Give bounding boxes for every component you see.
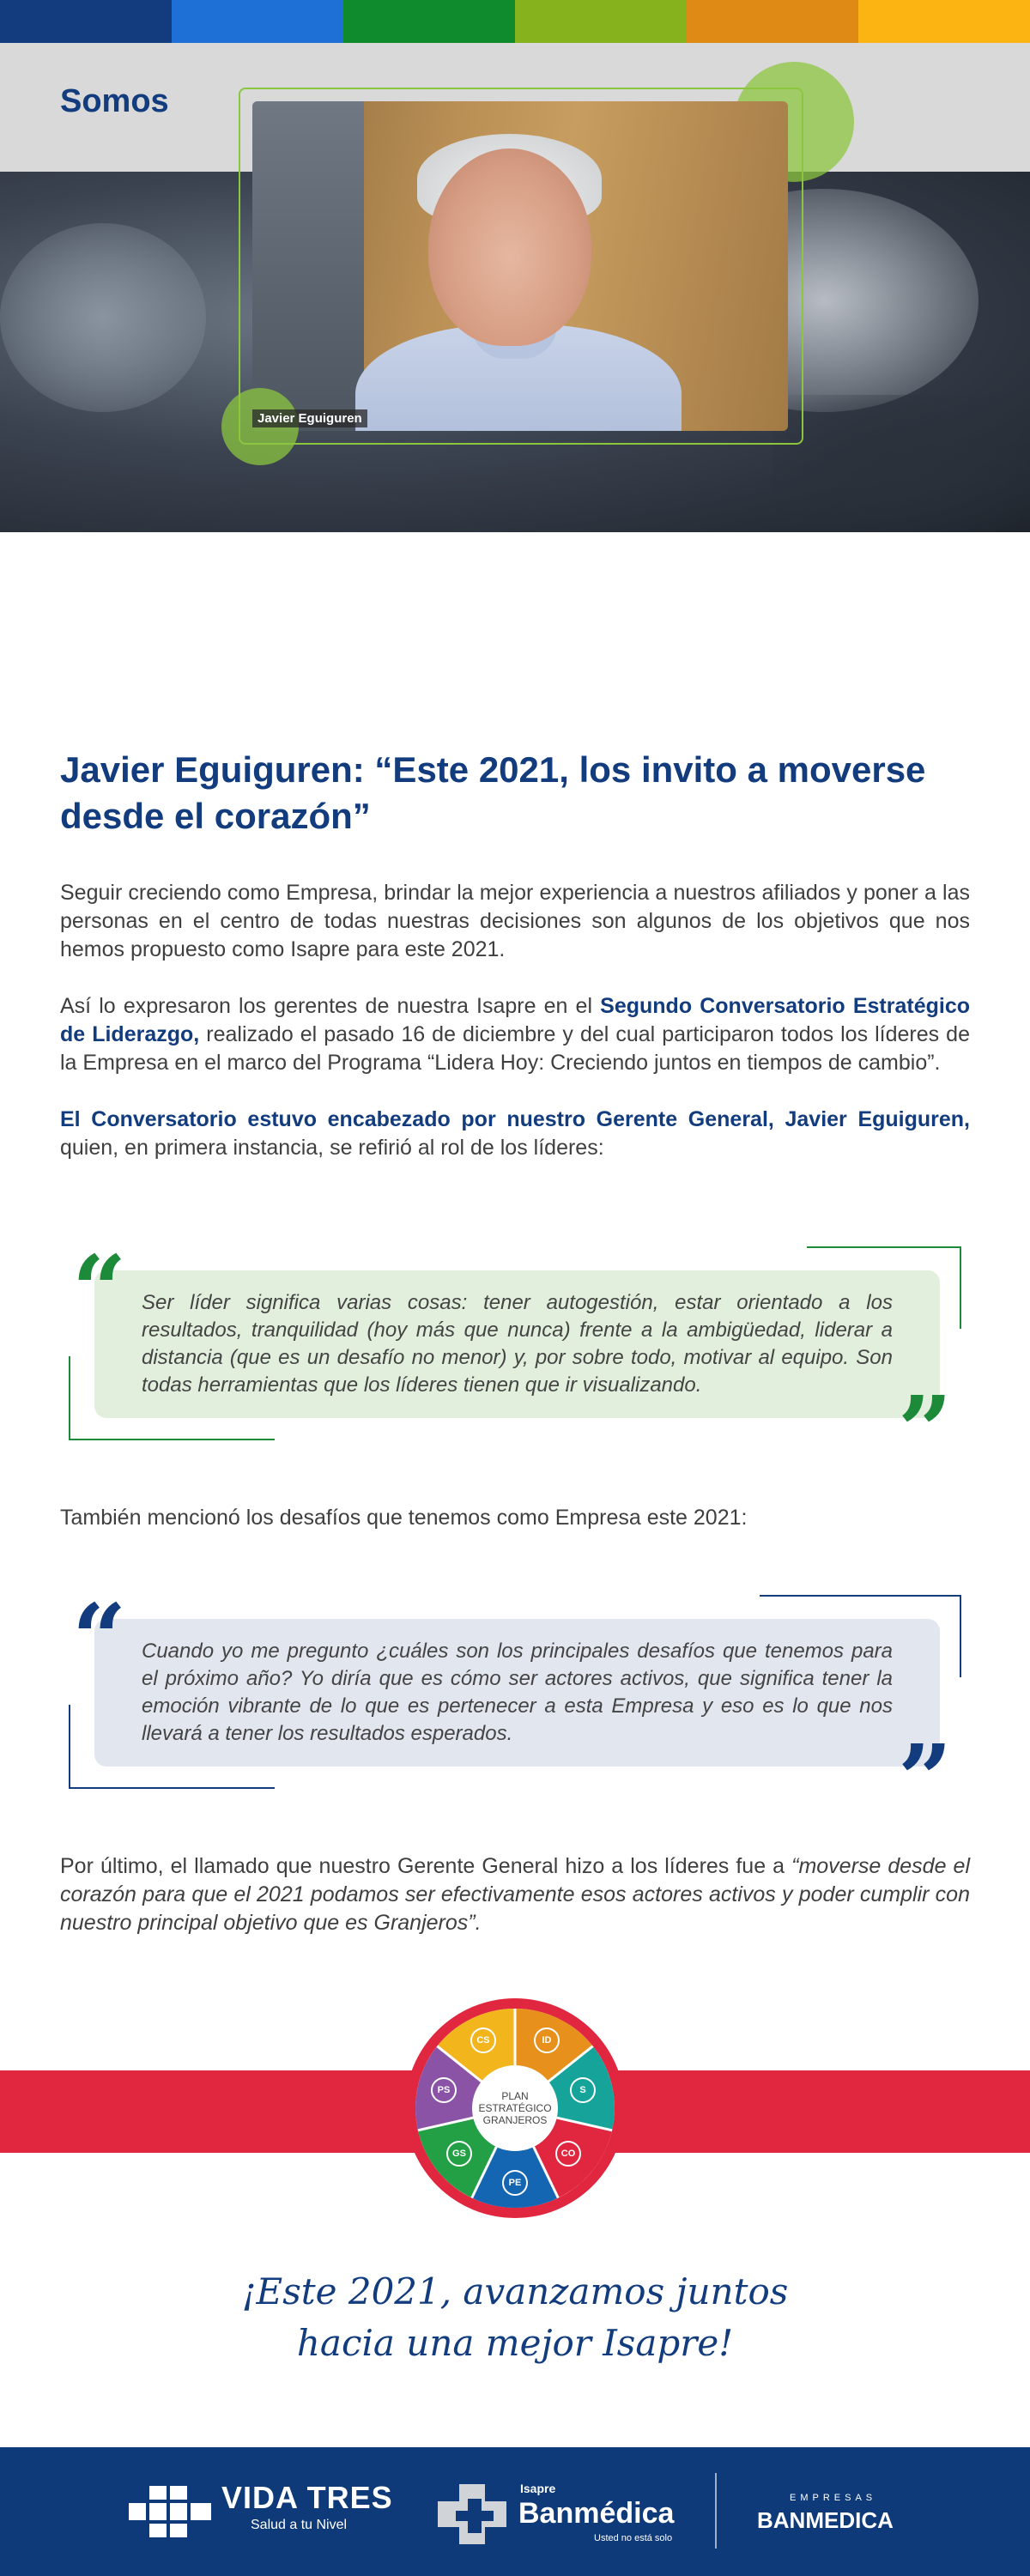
article-title: Javier Eguiguren: “Este 2021, los invito a moverse desde el corazón”	[60, 749, 926, 836]
empresas-banmedica-wordmark: BANMEDICA	[757, 2507, 894, 2533]
article-paragraph: También mencionó los desafíos que tenemos como Empresa este 2021:	[60, 1506, 748, 1530]
video-name-tag: Javier Eguiguren	[252, 409, 367, 427]
footer-divider	[715, 2473, 717, 2549]
article-paragraph: Por último, el llamado que nuestro Gerente General hizo a los líderes fue a “moverse desde el corazón para que el 2021 podamos ser efectivamente esos actores activos y poder cumplir con nuestro principal objetivo que es Granjeros”.	[60, 1854, 970, 1935]
vidatres-logo-icon	[129, 2486, 215, 2537]
open-quote-icon: “	[72, 1583, 127, 1694]
segment-icon-co: CO	[555, 2141, 581, 2167]
strip-segment	[515, 0, 687, 43]
empresas-label: EMPRESAS	[790, 2493, 877, 2503]
vidatres-wordmark: VIDA TRES	[221, 2480, 393, 2515]
banmedica-wordmark: Banmédica	[518, 2497, 675, 2530]
article	[60, 747, 970, 1191]
video-call-photo	[252, 101, 788, 431]
slogan: ¡Este 2021, avanzamos juntos hacia una mejor Isapre!	[241, 2270, 789, 2364]
strip-segment	[858, 0, 1030, 43]
strip-segment	[343, 0, 515, 43]
quote-block	[60, 1583, 970, 1834]
strip-segment	[0, 0, 172, 43]
segment-icon-ps: PS	[431, 2077, 457, 2103]
section-title: Somos	[60, 83, 169, 119]
segment-icon-id: ID	[534, 2027, 560, 2053]
close-quote-icon: ”	[898, 1724, 953, 1834]
banmedica-tagline: Usted no está solo	[594, 2533, 673, 2543]
banmedica-isapre-label: Isapre	[520, 2482, 556, 2495]
strip-segment	[172, 0, 343, 43]
article-paragraph: Así lo expresaron los gerentes de nuestra Isapre en el Segundo Conversatorio Estratégico de Liderazgo, realizado el pasado 16 de diciembre y del cual participaron todos los líderes de la Empresa en el marco del Programa “Lidera Hoy: Creciendo juntos en tiempos de cambio”.	[60, 994, 970, 1075]
close-quote-icon: ”	[898, 1375, 953, 1486]
quote-text: Cuando yo me pregunto ¿cuáles son los principales desafíos que tenemos para el próximo año? Yo diría que es cómo ser actores activos, que significa tener la emoción vibrante de lo que es pertenecer a esta Empresa y eso es lo que nos llevará a tener los resultados esperados.	[94, 1619, 940, 1767]
quote-text: Ser líder significa varias cosas: tener autogestión, estar orientado a los resultados, tranquilidad (hoy más que nunca) frente a la ambigüedad, liderar a distancia (que es un desafío no menor) y, por sobre todo, motivar al equipo. Son todas herramientas que los líderes tienen que ir visualizando.	[94, 1270, 940, 1418]
footer	[0, 2447, 1030, 2576]
article-paragraph: Seguir creciendo como Empresa, brindar la mejor experiencia a nuestros afiliados y poner a las personas en el centro de todas nuestras decisiones son algunos de los objetivos que nos hemos propuesto como Isapre para este 2021.	[60, 881, 970, 961]
segment-icon-cs: CS	[470, 2027, 496, 2053]
plan-estrategico-wheel	[405, 1998, 625, 2218]
open-quote-icon: “	[72, 1234, 127, 1345]
segment-icon-s: S	[570, 2077, 596, 2103]
quote-block	[60, 1234, 970, 1486]
article-paragraph: El Conversatorio estuvo encabezado por nuestro Gerente General, Javier Eguiguren, quien, en primera instancia, se refirió al rol de los líderes:	[60, 1107, 970, 1160]
segment-icon-pe: PE	[502, 2170, 528, 2196]
strip-segment	[687, 0, 858, 43]
vidatres-tagline: Salud a tu Nivel	[251, 2518, 348, 2532]
banmedica-logo-icon	[433, 2480, 511, 2549]
plan-center-label: PLAN ESTRATÉGICO GRANJEROS	[472, 2065, 558, 2151]
top-color-strip	[0, 0, 1030, 43]
segment-icon-gs: GS	[446, 2141, 472, 2167]
